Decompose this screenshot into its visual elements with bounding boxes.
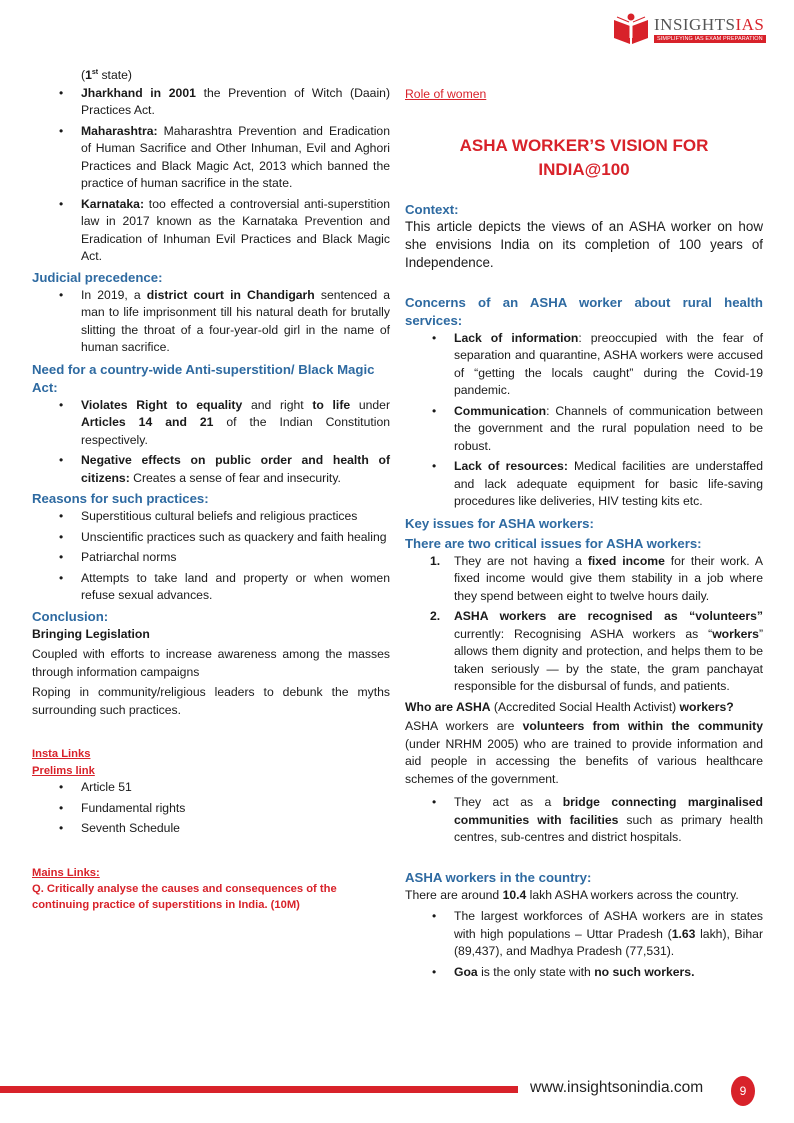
conclusion-heading: Conclusion: [32, 608, 109, 624]
concerns-heading: Concerns of an ASHA worker about rural health services: [405, 294, 763, 328]
list-item [454, 330, 763, 400]
bold-text: 1.63 [671, 926, 696, 941]
list-item [81, 397, 390, 450]
item-text: : preoccupied with the fear of separation and quarantine, ASHA workers were accused of “getting the locals caught” during the Covid-19 pandemic. [454, 330, 763, 397]
bold-text: Violates Right to equality [81, 397, 243, 412]
item-text: under [350, 397, 391, 412]
list-item [454, 794, 763, 847]
state-laws-list [32, 85, 390, 266]
judicial-heading: Judicial precedence: [32, 269, 163, 285]
issues-list [405, 553, 763, 696]
context-heading: Context: [405, 201, 459, 217]
list-item [81, 196, 390, 266]
item-text: sentenced a man to life imprisonment till his natural death for brutally slitting the throat of a four-year-old girl in the name of human sacrifice. [81, 287, 390, 355]
item-text: such as primary health centres, sub-centres and district hospitals. [454, 812, 763, 844]
item-text: for their work. A fixed income would give them stability in a job where they spend between eight to twelve hours daily. [454, 553, 763, 603]
bold-text: workers? [679, 699, 734, 714]
footer-website-link[interactable]: www.insightsonindia.com [530, 1079, 704, 1096]
item-text: ” allows them dignity and protection, and helps them to be taken seriously — by the state, the gram panchayat responsible for the disbursal of funds, and patients. [454, 626, 763, 693]
item-text: (under NRHM 2005) who are trained to provide information and aid people in accessing the benefits of various healthcare schemes of the government. [405, 736, 763, 786]
reasons-heading: Reasons for such practices: [32, 491, 209, 507]
bold-text: Goa [454, 964, 478, 979]
mains-question: Q. Critically analyse the causes and consequences of the continuing practice of superstitions in India. (10M) [32, 882, 337, 911]
logo-name-ias: IAS [735, 14, 765, 34]
country-heading: ASHA workers in the country: [405, 869, 592, 885]
list-item: • Unscientific practices such as quackery and faith healing [81, 529, 390, 547]
bold-text: Who are ASHA [405, 699, 491, 714]
judicial-list [32, 287, 390, 357]
list-item [454, 964, 763, 982]
right-column [405, 86, 763, 984]
mains-links-link[interactable]: Mains Links: [32, 866, 100, 879]
role-of-women-link[interactable]: Role of women [405, 87, 487, 101]
logo-name-insights: INSIGHTS [654, 14, 736, 34]
list-item: • Superstitious cultural beliefs and religious practices [81, 508, 390, 526]
list-item [430, 608, 763, 696]
list-item: • Seventh Schedule [81, 820, 390, 838]
superscript: st [91, 69, 99, 76]
list-item: • Attempts to take land and property or when women refuse sexual advances. [81, 570, 390, 605]
key-issues-heading: Key issues for ASHA workers: [405, 515, 594, 531]
item-text: lakh), Bihar (89,437), and Madhya Pradesh (77,531). [454, 926, 764, 958]
list-item: • Fundamental rights [81, 800, 390, 818]
bold-text: volunteers from within the community [522, 719, 764, 733]
who-heading [405, 699, 763, 717]
bold-text: Maharashtra: [81, 123, 158, 138]
bold-text: 10.4 [502, 887, 527, 902]
bold-text: fixed income [587, 553, 665, 568]
bold-text: Negative effects on public order and health of citizens: [81, 453, 390, 485]
bold-text: Communication [454, 403, 547, 418]
item-number: 1. [430, 553, 441, 568]
list-item [81, 452, 390, 487]
reasons-list [32, 508, 390, 605]
first-state-note: (1st state) [81, 68, 132, 83]
bold-text: district court in Chandigarh [146, 287, 315, 302]
need-list [32, 397, 390, 488]
country-paragraph [405, 887, 763, 905]
item-text: and right [242, 397, 313, 412]
bold-text: no such workers. [594, 964, 695, 979]
list-item [454, 458, 763, 511]
item-text: Maharashtra Prevention and Eradication of Human Sacrifice and Other Inhuman, Evil and Aghori Practices and Black Magic Act, 2013 which banned the practice of human sacrifice in the state. [81, 123, 390, 191]
who-list [405, 794, 763, 847]
context-paragraph: This article depicts the views of an ASHA worker on how she envisions India on its completion of 100 years of Independence. [405, 218, 763, 270]
conclusion-paragraph: Roping in community/religious leaders to debunk the myths surrounding such practices. [32, 685, 390, 717]
bold-text: workers [712, 626, 759, 641]
item-text: lakh ASHA workers across the country. [526, 887, 739, 902]
open-book-icon [612, 12, 650, 46]
list-item [81, 123, 390, 193]
item-text: The largest workforces of ASHA workers are in states with high populations – Uttar Pradesh ( [454, 909, 763, 941]
insta-links-link[interactable]: Insta Links [32, 748, 91, 761]
prelims-link[interactable]: Prelims link [32, 765, 95, 778]
bold-text: Karnataka: [81, 196, 144, 211]
item-text: of the Indian Constitution respectively. [81, 415, 390, 447]
list-item [454, 908, 763, 961]
bold-text: Lack of resources: [454, 459, 568, 473]
item-text: is the only state with [477, 964, 595, 979]
list-item [81, 287, 390, 357]
prelims-list [32, 779, 390, 838]
left-column [32, 64, 390, 913]
article-title: ASHA WORKER’S VISION FOR INDIA@100 [459, 135, 709, 179]
item-text: Creates a sense of fear and insecurity. [129, 470, 341, 485]
who-paragraph [405, 718, 763, 788]
item-text: They are not having a [454, 553, 588, 568]
item-text: too effected a controversial anti-superstition law in 2017 known as the Karnataka Prevention and Eradication of Inhuman Evil Practices and Black Magic Act. [81, 196, 390, 264]
item-text: There are around [405, 887, 503, 902]
list-item: • Article 51 [81, 779, 390, 797]
footer-red-bar [0, 1086, 518, 1093]
list-item [454, 403, 763, 456]
bold-text: ASHA workers are recognised as “volunteers” [454, 609, 763, 623]
logo-tagline: SIMPLIFYING IAS EXAM PREPARATION [654, 35, 766, 43]
conclusion-subheading: Bringing Legislation [32, 626, 150, 641]
list-item [430, 553, 763, 606]
conclusion-paragraph: Coupled with efforts to increase awareness among the masses through information campaigns [32, 647, 390, 679]
two-issues-heading: There are two critical issues for ASHA workers: [405, 535, 702, 551]
insightsias-logo [612, 8, 787, 50]
item-text: Medical facilities are understaffed and lack adequate equipment for basic life-saving procedures like deliveries, HIV testing kits etc. [454, 459, 763, 508]
item-text: ASHA workers are [405, 719, 523, 733]
page-number-badge: 9 [731, 1076, 755, 1106]
item-text: They act as a [454, 795, 563, 809]
item-text: (Accredited Social Health Activist) [490, 699, 680, 714]
concerns-list [405, 330, 763, 511]
list-item: • Patriarchal norms [81, 549, 390, 567]
bold-text: bridge connecting marginalised communities with facilities [454, 795, 764, 827]
item-text: : Channels of communication between the government and the rural population need to be robust. [454, 403, 763, 453]
bold-text: Articles 14 and 21 [81, 415, 214, 430]
country-list [405, 908, 763, 981]
item-text: the Prevention of Witch (Daain) Practices Act. [81, 85, 390, 118]
item-number: 2. [430, 609, 441, 623]
item-text: In 2019, a [81, 287, 147, 302]
need-heading: Need for a country-wide Anti-superstition/ Black Magic Act: [32, 361, 375, 395]
item-text: currently: Recognising ASHA workers as “ [454, 626, 713, 641]
bold-text: Jharkhand in 2001 [81, 85, 196, 100]
bold-text: Lack of information [454, 330, 579, 345]
bold-text: to life [312, 397, 351, 412]
list-item [81, 85, 390, 120]
